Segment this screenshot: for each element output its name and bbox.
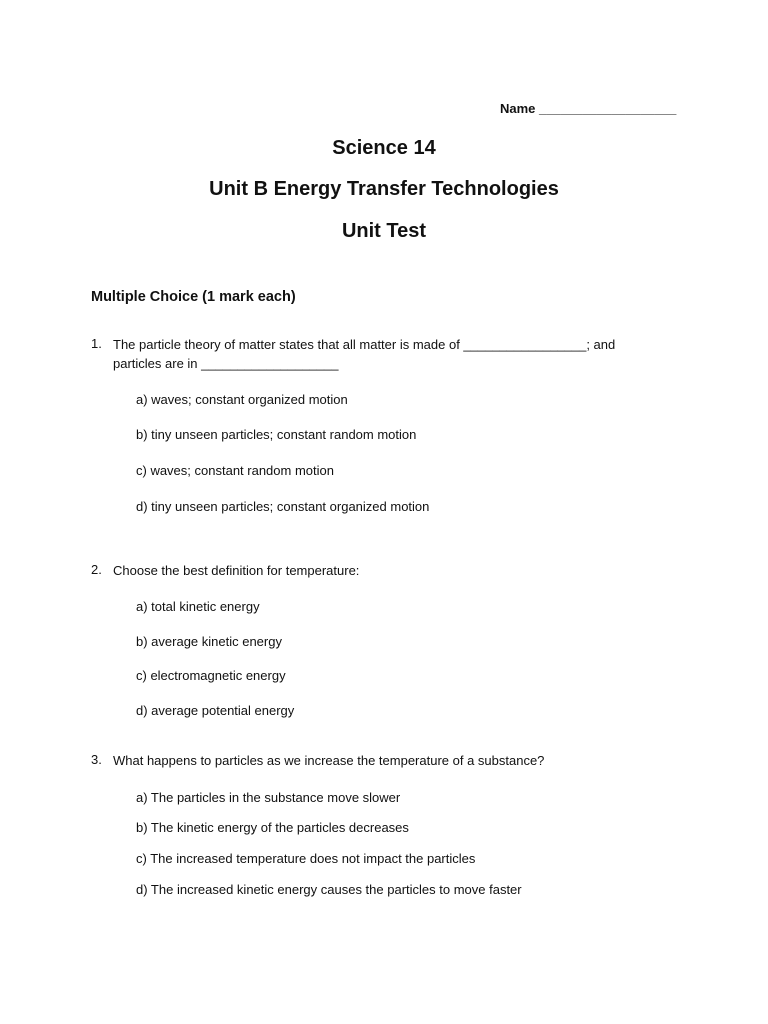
question-text bbox=[113, 561, 673, 580]
question-text-line: particles are in ___________________ bbox=[113, 356, 339, 371]
question-text-line: The particle theory of matter states that all matter is made of _________________; and bbox=[113, 337, 616, 352]
name-field-label: Name ___________________ bbox=[500, 101, 677, 116]
question-text bbox=[113, 335, 673, 373]
answer-option: c) The increased temperature does not impact the particles bbox=[136, 851, 476, 866]
answer-option: c) electromagnetic energy bbox=[136, 668, 286, 683]
unit-title: Unit B Energy Transfer Technologies bbox=[209, 178, 559, 200]
question-text-line: What happens to particles as we increase the temperature of a substance? bbox=[113, 753, 545, 768]
question-text bbox=[113, 751, 673, 770]
answer-option: a) The particles in the substance move slower bbox=[136, 790, 401, 805]
answer-option: d) The increased kinetic energy causes the particles to move faster bbox=[136, 882, 522, 897]
section-heading: Multiple Choice (1 mark each) bbox=[91, 289, 296, 305]
answer-option: a) total kinetic energy bbox=[136, 599, 260, 614]
answer-option: b) tiny unseen particles; constant random motion bbox=[136, 427, 417, 442]
answer-option: c) waves; constant random motion bbox=[136, 463, 334, 478]
answer-option: d) average potential energy bbox=[136, 703, 295, 718]
question-number: 3. bbox=[91, 752, 102, 767]
answer-option: b) The kinetic energy of the particles decreases bbox=[136, 820, 409, 835]
answer-option: b) average kinetic energy bbox=[136, 634, 282, 649]
test-title: Unit Test bbox=[341, 220, 427, 242]
question-number: 2. bbox=[91, 562, 102, 577]
course-title: Science 14 bbox=[332, 137, 436, 159]
answer-option: a) waves; constant organized motion bbox=[136, 392, 348, 407]
answer-option: d) tiny unseen particles; constant organized motion bbox=[136, 499, 430, 514]
question-text-line: Choose the best definition for temperature: bbox=[113, 563, 360, 578]
question-number: 1. bbox=[91, 336, 102, 351]
